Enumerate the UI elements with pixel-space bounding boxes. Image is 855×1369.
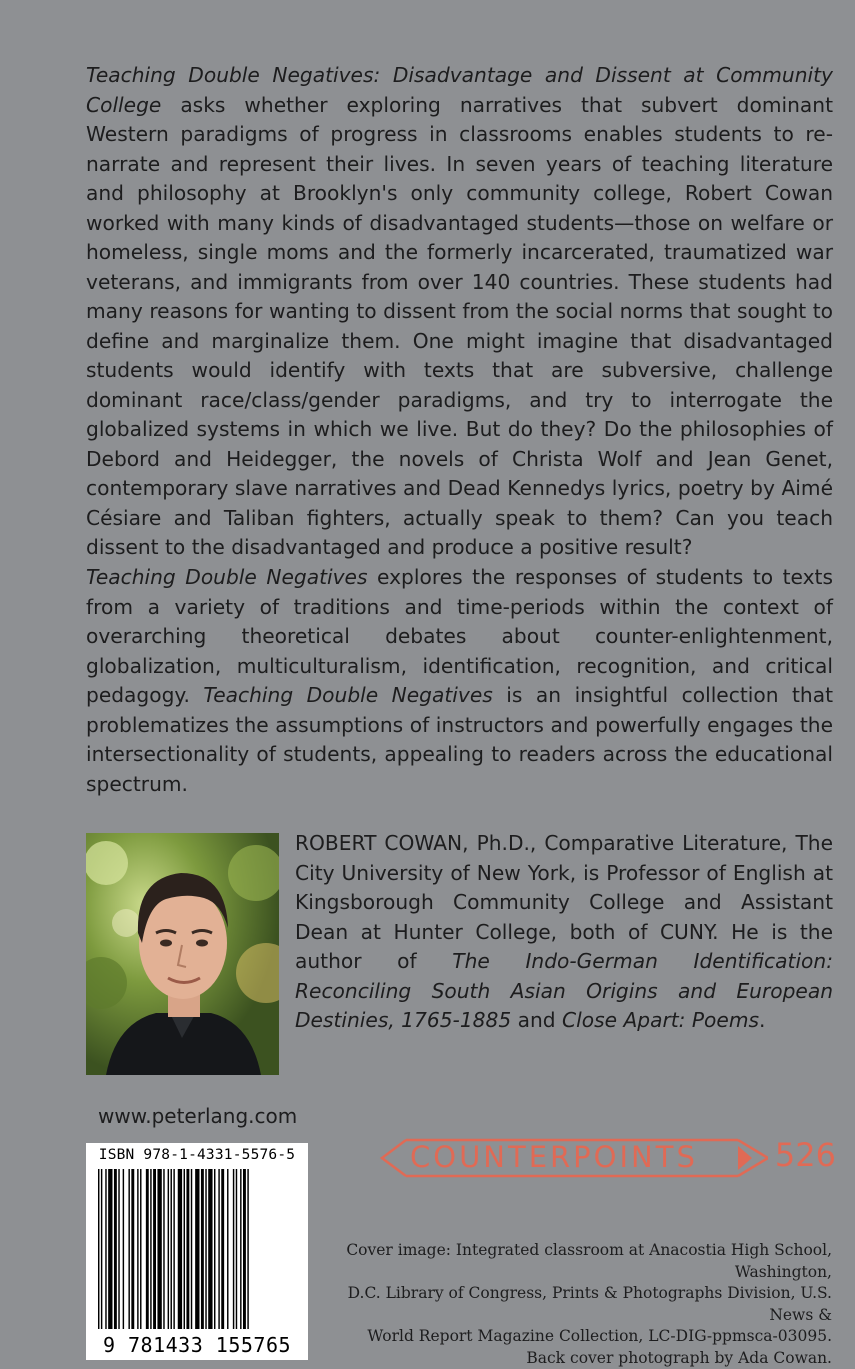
description-text: asks whether exploring narratives that subvert dominant Western paradigms of progress in classrooms enables students to re-narrate and represent their lives. In seven years of teaching literature and philosophy at Brooklyn's only community college, Robert Cowan worked with many kinds of disadvantaged students—those on welfare or homeless, single moms and the formerly incarcerated, traumatized war veterans, and immigrants from over 140 countries. These students had many reasons for wanting to dissent from the social norms that sought to define and marginalize them. One might imagine that disadvantaged students would identify with texts that are subversive, challenge dominant race/class/gender paradigms, and try to interrogate the globalized systems in which we live. But do they? Do the philosophies of Debord and Heidegger, the novels of Christa Wolf and Jean Genet, contemporary slave narratives and Dead Kennedys lyrics, poetry by Aimé Césiare and Taliban fighters, actually speak to them? Can you teach dissent to the disadvantaged and produce a positive result? [86,93,833,560]
book-title-italic: The Indo-German Identification: Reconciling South Asian Origins and European Destinies, 1765-1885 [295,949,833,1032]
isbn-digits: 9 781433 155765 [86,1333,308,1357]
barcode-bar [201,1169,204,1329]
author-bio-text: and [511,1008,562,1032]
barcode-bar [243,1169,246,1329]
description-text: is an insightful collection that problematizes the assumptions of instructors and powerfully engages the intersectionality of students, appealing to readers across the educational spectrum. [86,683,833,796]
barcode-bar [186,1169,189,1329]
credits-line: Back cover photograph by Ada Cowan. [300,1348,832,1369]
barcode-bar [131,1169,134,1329]
barcode-bar [240,1169,241,1329]
description-text: explores the responses of students to texts from a variety of traditions and time-periods within the context of overarching theoretical debates about counter-enlightenment, globalization, multiculturalism, identification, recognition, and critical pedagogy. [86,565,833,707]
barcode-bar [171,1169,172,1329]
barcode-bar [184,1169,185,1329]
isbn-barcode [86,1143,308,1360]
barcode-bar [114,1169,117,1329]
book-title-italic: Teaching Double Negatives [86,565,367,589]
barcode-bar [108,1169,112,1329]
barcode-bar [157,1169,161,1329]
isbn-label: ISBN 978-1-4331-5576-5 [86,1147,308,1163]
description-paragraph-1 [86,61,833,563]
barcode-bar [98,1169,99,1329]
barcode-bar [214,1169,215,1329]
barcode-bar [137,1169,138,1329]
barcode-bar [236,1169,237,1329]
barcode-bar [233,1169,234,1329]
barcode-bar [123,1169,124,1329]
barcode-bar [128,1169,129,1329]
author-bio-text: ROBERT COWAN, Ph.D., Comparative Literature, The City University of New York, is Professor of English at Kingsborough Community College and Assistant Dean at Hunter College, both of CUNY. He is the author of [295,831,833,973]
series-number: 526 [775,1136,836,1174]
barcode-bar [101,1169,102,1329]
barcode-bar [140,1169,141,1329]
cover-credits [300,1240,832,1369]
barcode-bar [118,1169,119,1329]
series-name: COUNTERPOINTS [410,1140,698,1174]
barcode-bar [105,1169,106,1329]
description-paragraph-2 [86,563,833,799]
barcode-bar [205,1169,206,1329]
barcode-bar [191,1169,192,1329]
barcode-bar [178,1169,182,1329]
barcode-bar [173,1169,174,1329]
credits-line: Cover image: Integrated classroom at Anacostia High School, Washington, [300,1240,832,1283]
barcode-bar [168,1169,169,1329]
barcode-bar [146,1169,149,1329]
barcode-bar [227,1169,228,1329]
barcode-bars [94,1169,300,1329]
series-logo [376,1130,836,1182]
barcode-bar [163,1169,164,1329]
barcode-bar [150,1169,151,1329]
author-bio-text: . [759,1008,765,1032]
publisher-url: www.peterlang.com [98,1104,297,1128]
barcode-bar [208,1169,212,1329]
author-bio [295,829,833,1036]
author-portrait-image [86,833,279,1075]
credits-line: D.C. Library of Congress, Prints & Photographs Division, U.S. News & [300,1283,832,1326]
book-title-italic: Teaching Double Negatives [203,683,492,707]
series-name-frame [376,1136,768,1176]
barcode-bar [218,1169,219,1329]
barcode-bar [221,1169,224,1329]
barcode-bar [153,1169,156,1329]
credits-line: World Report Magazine Collection, LC-DIG-ppmsca-03095. [300,1326,832,1348]
book-title-italic: Teaching Double Negatives: Disadvantage and Dissent at Community College [86,63,833,117]
barcode-bar [247,1169,248,1329]
book-title-italic: Close Apart: Poems [562,1008,759,1032]
author-photo [86,833,279,1075]
barcode-bar [195,1169,199,1329]
